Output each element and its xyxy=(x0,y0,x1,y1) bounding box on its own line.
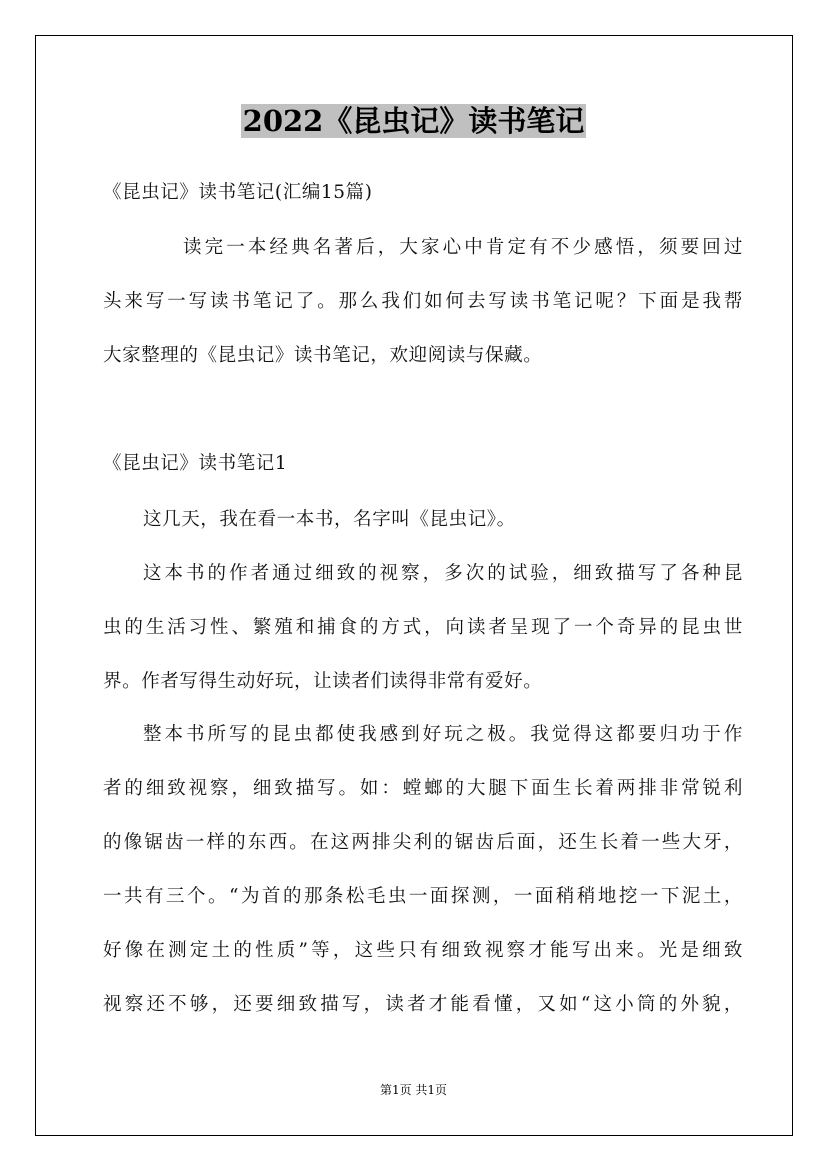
body-line-10: 视察还不够，还要细致描写，读者才能看懂，又如“这小筒的外貌， xyxy=(103,994,743,1015)
body-line-3: 虫的生活习性、繁殖和捕食的方式，向读者呈现了一个奇异的昆虫世 xyxy=(103,617,743,638)
page-footer: 第1页 共1页 xyxy=(379,1083,448,1097)
body-line-7: 的像锯齿一样的东西。在这两排尖利的锯齿后面，还生长着一些大牙， xyxy=(103,832,743,853)
document-subtitle: 《昆虫记》读书笔记(汇编15篇) xyxy=(103,182,373,203)
section-heading: 《昆虫记》读书笔记1 xyxy=(103,453,288,474)
intro-line-1: 读完一本经典名著后，大家心中肯定有不少感悟，须要回过 xyxy=(183,237,743,258)
body-line-4: 界。作者写得生动好玩，让读者们读得非常有爱好。 xyxy=(103,671,543,692)
intro-line-3: 大家整理的《昆虫记》读书笔记，欢迎阅读与保藏。 xyxy=(103,345,543,366)
body-line-5: 整本书所写的昆虫都使我感到好玩之极。我觉得这都要归功于作 xyxy=(143,724,743,745)
body-line-8: 一共有三个。“为首的那条松毛虫一面探测，一面稍稍地挖一下泥土， xyxy=(103,886,743,907)
body-line-9: 好像在测定土的性质”等，这些只有细致视察才能写出来。光是细致 xyxy=(103,940,743,961)
body-line-1: 这几天，我在看一本书，名字叫《昆虫记》。 xyxy=(143,509,516,530)
body-line-6: 者的细致视察，细致描写。如：螳螂的大腿下面生长着两排非常锐利 xyxy=(103,778,743,799)
document-title: 2022《昆虫记》读书笔记 xyxy=(242,104,585,138)
intro-line-2: 头来写一写读书笔记了。那么我们如何去写读书笔记呢？下面是我帮 xyxy=(103,291,743,312)
body-line-2: 这本书的作者通过细致的视察，多次的试验，细致描写了各种昆 xyxy=(143,563,743,584)
